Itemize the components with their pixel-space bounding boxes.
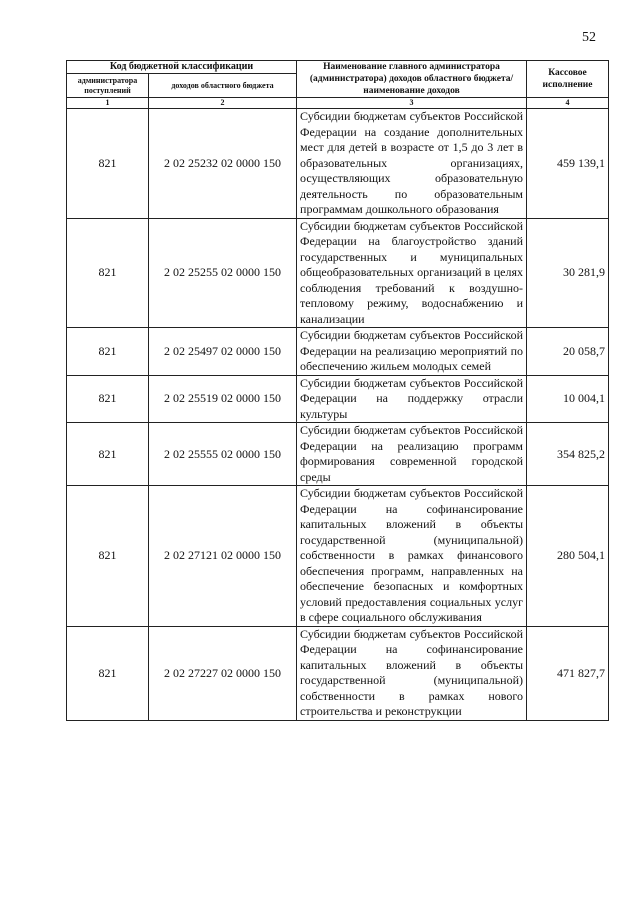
income-code: 2 02 25555 02 0000 150 [149,423,297,486]
table-row [67,218,609,328]
admin-code: 821 [67,109,149,219]
admin-code: 821 [67,328,149,376]
cash-amount: 459 139,1 [527,109,609,219]
admin-code: 821 [67,486,149,627]
income-name: Субсидии бюджетам субъектов Российской Федерации на софинансирование капитальных вложений в объекты государственной (муниципальной) собственности в рамках нового строительства и реконструкции [297,626,527,720]
header-classification-code: Код бюджетной классификации [67,61,297,74]
header-income-code: доходов областного бюджета [149,74,297,98]
table-row [67,626,609,720]
cash-amount: 471 827,7 [527,626,609,720]
table-row [67,423,609,486]
cash-amount: 20 058,7 [527,328,609,376]
income-code: 2 02 25232 02 0000 150 [149,109,297,219]
cash-amount: 10 004,1 [527,375,609,423]
cash-amount: 30 281,9 [527,218,609,328]
income-code: 2 02 25255 02 0000 150 [149,218,297,328]
column-number: 2 [149,98,297,109]
table-row [67,109,609,219]
column-number: 3 [297,98,527,109]
income-name: Субсидии бюджетам субъектов Российской Федерации на поддержку отрасли культуры [297,375,527,423]
table-row [67,375,609,423]
income-name: Субсидии бюджетам субъектов Российской Федерации на реализацию мероприятий по обеспечению жильем молодых семей [297,328,527,376]
income-name: Субсидии бюджетам субъектов Российской Федерации на реализацию программ формирования современной городской среды [297,423,527,486]
header-admin-receipts: администратора поступлений [67,74,149,98]
header-name: Наименование главного администратора (администратора) доходов областного бюджета/ наименование доходов [297,61,527,98]
budget-table [66,60,609,721]
page-number: 52 [582,30,596,45]
admin-code: 821 [67,423,149,486]
column-number: 4 [527,98,609,109]
income-code: 2 02 25519 02 0000 150 [149,375,297,423]
income-name: Субсидии бюджетам субъектов Российской Федерации на софинансирование капитальных вложений в объекты государственной (муниципальной) собственности в рамках финансового обеспечения программ, направленных на обеспечение безопасных и комфортных условий предоставления социальных услуг в сфере социального обслуживания [297,486,527,627]
admin-code: 821 [67,375,149,423]
header-amount: Кассовое исполнение [527,61,609,98]
admin-code: 821 [67,626,149,720]
table-row [67,328,609,376]
income-name: Субсидии бюджетам субъектов Российской Федерации на создание дополнительных мест для детей в возрасте от 1,5 до 3 лет в образовательных организациях, осуществляющих образовательную деятельность по образовательным программам дошкольного образования [297,109,527,219]
income-code: 2 02 25497 02 0000 150 [149,328,297,376]
table-row [67,486,609,627]
cash-amount: 354 825,2 [527,423,609,486]
column-number: 1 [67,98,149,109]
admin-code: 821 [67,218,149,328]
income-name: Субсидии бюджетам субъектов Российской Федерации на благоустройство зданий государственных и муниципальных общеобразовательных организаций в целях соблюдения требований к воздушно-тепловому режиму, водоснабжению и канализации [297,218,527,328]
cash-amount: 280 504,1 [527,486,609,627]
income-code: 2 02 27121 02 0000 150 [149,486,297,627]
income-code: 2 02 27227 02 0000 150 [149,626,297,720]
